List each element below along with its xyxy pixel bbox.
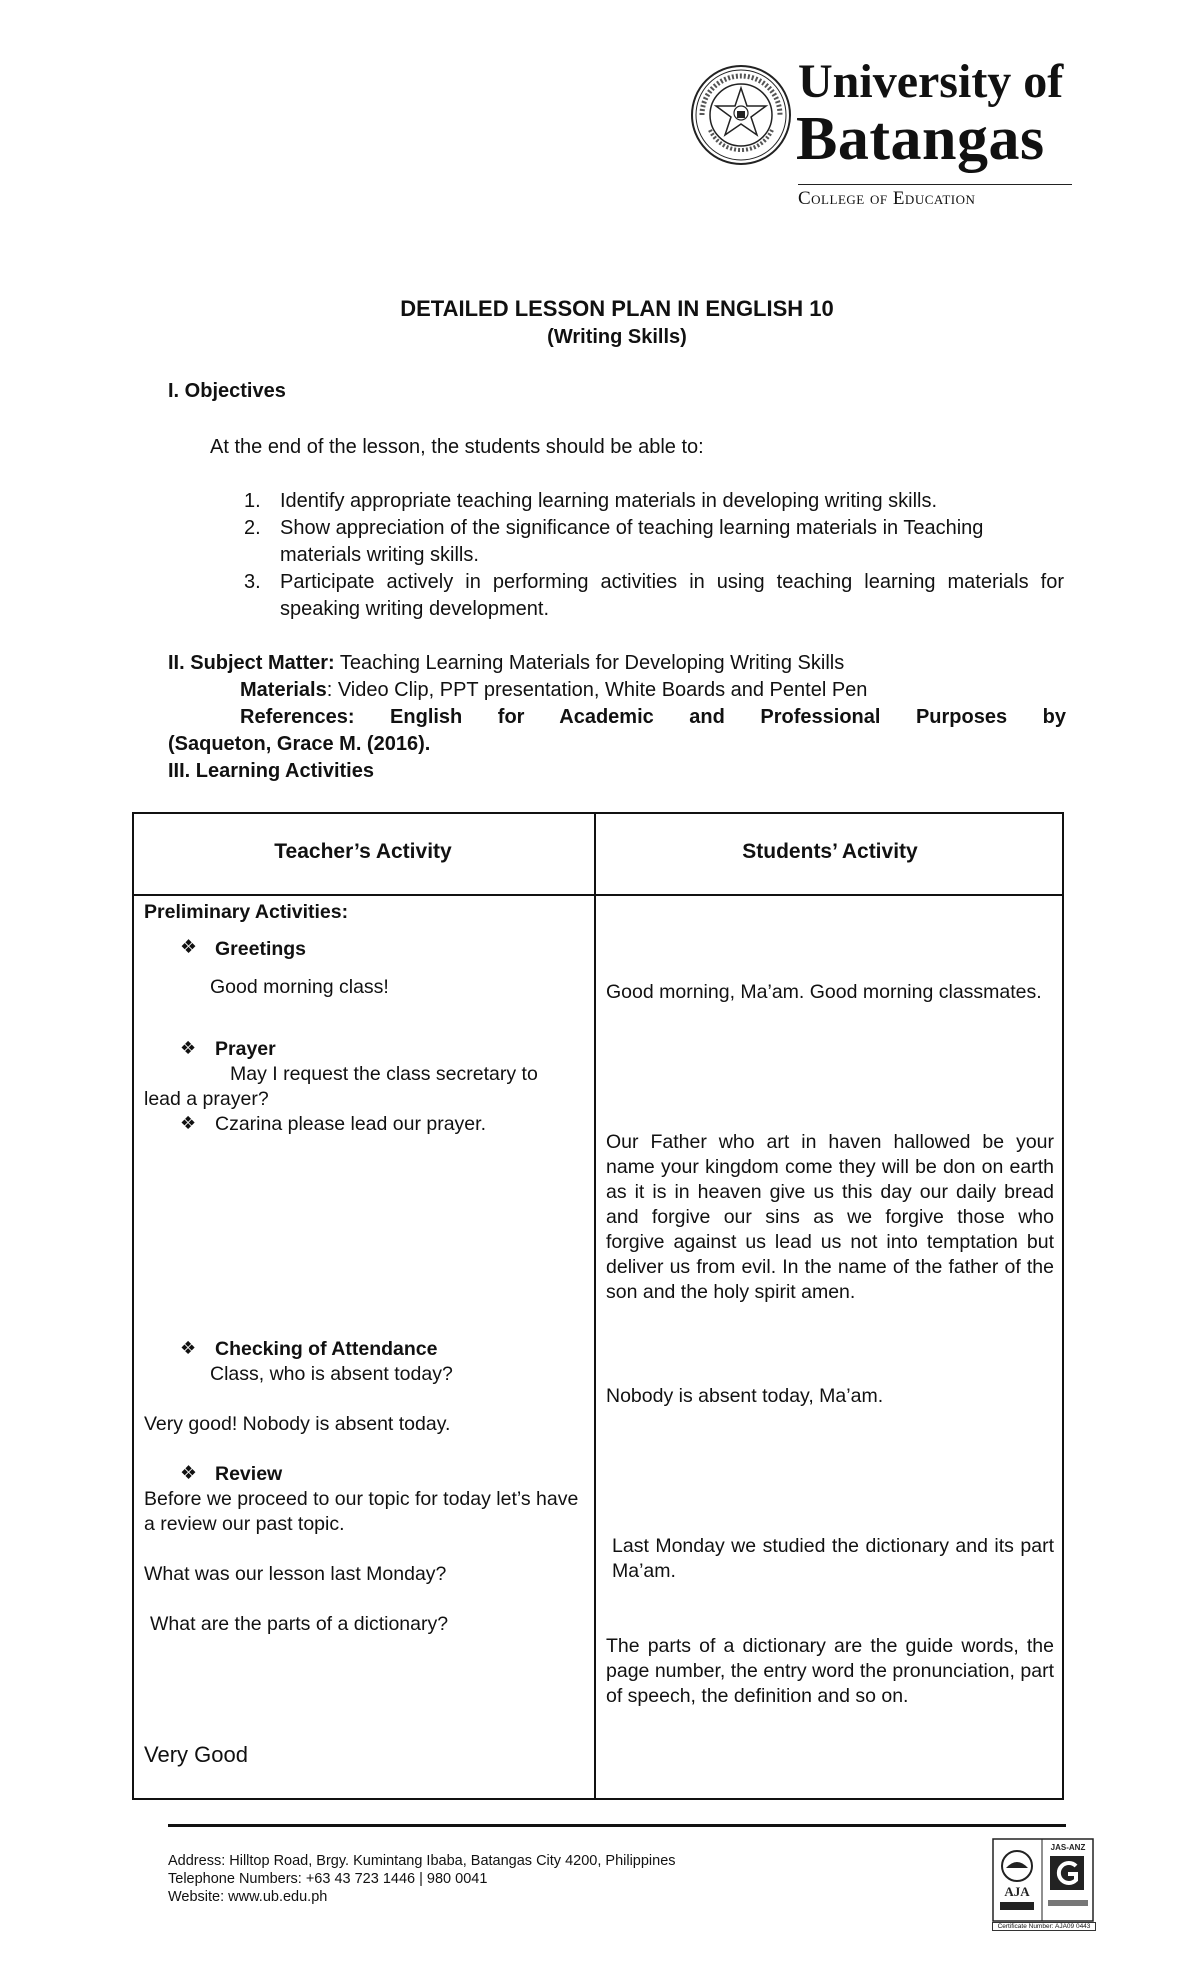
references-line2: (Saqueton, Grace M. (2016). [168, 733, 431, 755]
objective-number: 2. [244, 517, 261, 539]
references [168, 704, 1066, 758]
attendance-label: Checking of Attendance [215, 1338, 438, 1360]
materials-value: : Video Clip, PPT presentation, White Boards and Pentel Pen [326, 679, 868, 701]
objectives-list [244, 488, 1064, 623]
prayer-teacher-line1: May I request the class secretary to [230, 1063, 538, 1085]
materials [240, 677, 867, 704]
greetings-teacher: Good morning class! [210, 976, 389, 998]
attendance-teacher: Class, who is absent today? [210, 1363, 453, 1385]
objectives-intro: At the end of the lesson, the students should be able to: [210, 436, 704, 458]
svg-text:JAS-ANZ: JAS-ANZ [1050, 1843, 1086, 1852]
objective-item [244, 488, 1064, 515]
column-header-students: Students’ Activity [742, 840, 918, 863]
diamond-bullet-icon: ❖ [180, 937, 198, 958]
review-student-1: Last Monday we studied the dictionary and its part Ma’am. [612, 1535, 1054, 1582]
objective-text: Show appreciation of the significance of teaching learning materials in Teaching materials writing skills. [280, 517, 984, 566]
table-column-divider [594, 812, 596, 1800]
svg-text:AJA: AJA [1004, 1884, 1030, 1899]
greetings-label: Greetings [215, 938, 307, 960]
diamond-bullet-icon: ❖ [180, 1338, 197, 1358]
preliminary-heading: Preliminary Activities: [144, 901, 349, 923]
learning-activities-heading: III. Learning Activities [168, 760, 374, 782]
objective-number: 3. [244, 571, 261, 593]
column-header-teacher: Teacher’s Activity [274, 840, 452, 863]
table-header-divider [132, 894, 1064, 896]
document-title: DETAILED LESSON PLAN IN ENGLISH 10 [400, 296, 834, 321]
objective-text: Identify appropriate teaching learning materials in developing writing skills. [280, 490, 938, 512]
subject-matter-label: II. Subject Matter: [168, 652, 335, 674]
footer-website: Website: www.ub.edu.ph [168, 1889, 328, 1905]
prayer-teacher-2: Czarina please lead our prayer. [215, 1113, 486, 1135]
objectives-heading: I. Objectives [168, 380, 286, 402]
university-name-line2: Batangas [796, 105, 1045, 173]
review-student-2: The parts of a dictionary are the guide words, the page number, the entry word the pronunciation, part of speech, the definition and so on. [606, 1635, 1054, 1707]
diamond-bullet-icon: ❖ [180, 1038, 197, 1058]
review-teacher-2: What was our lesson last Monday? [144, 1563, 447, 1585]
certification-badge-icon [992, 1838, 1094, 1922]
closing-teacher: Very Good [144, 1742, 248, 1767]
university-seal-icon [690, 64, 792, 166]
references-line1: References: English for Academic and Professional Purposes by [240, 706, 1066, 728]
footer-divider [168, 1824, 1066, 1827]
review-teacher-1: Before we proceed to our topic for today let’s have a review our past topic. [144, 1488, 579, 1535]
college-name: College of Education [798, 188, 976, 209]
prayer-student: Our Father who art in haven hallowed be your name your kingdom come they will be don on earth as it is in heaven give us this day our daily bread and forgive our sins as we forgive those who forgive against us lead us not into temptation but deliver us from evil. In the name of the father of the son and the holy spirit amen. [606, 1131, 1054, 1303]
review-label: Review [215, 1463, 283, 1485]
diamond-bullet-icon: ❖ [180, 1113, 197, 1133]
prayer-label: Prayer [215, 1038, 276, 1060]
diamond-bullet-icon: ❖ [180, 1463, 198, 1484]
prayer-teacher-line2: lead a prayer? [144, 1088, 269, 1110]
objective-text: Participate actively in performing activities in using teaching learning materials for speaking writing development. [280, 571, 1064, 620]
attendance-student: Nobody is absent today, Ma’am. [606, 1385, 884, 1407]
objective-number: 1. [244, 490, 261, 512]
footer-telephone: Telephone Numbers: +63 43 723 1446 | 980 0041 [168, 1871, 488, 1887]
materials-label: Materials [240, 679, 327, 701]
subject-matter [168, 650, 1066, 677]
footer-address: Address: Hilltop Road, Brgy. Kumintang Ibaba, Batangas City 4200, Philippines [168, 1853, 676, 1869]
university-name-line1: University of [798, 55, 1064, 108]
review-teacher-3: What are the parts of a dictionary? [150, 1613, 449, 1635]
certificate-number: Certificate Number: AJA09 0443 [992, 1922, 1096, 1931]
objective-item [244, 569, 1064, 623]
attendance-teacher-2: Very good! Nobody is absent today. [144, 1413, 451, 1435]
objective-item [244, 515, 1064, 569]
header-divider [798, 184, 1072, 185]
greetings-student: Good morning, Ma’am. Good morning classmates. [606, 981, 1042, 1003]
subject-matter-value: Teaching Learning Materials for Developing Writing Skills [334, 652, 845, 674]
document-subtitle: (Writing Skills) [547, 326, 687, 348]
prayer-teacher [144, 1062, 584, 1112]
